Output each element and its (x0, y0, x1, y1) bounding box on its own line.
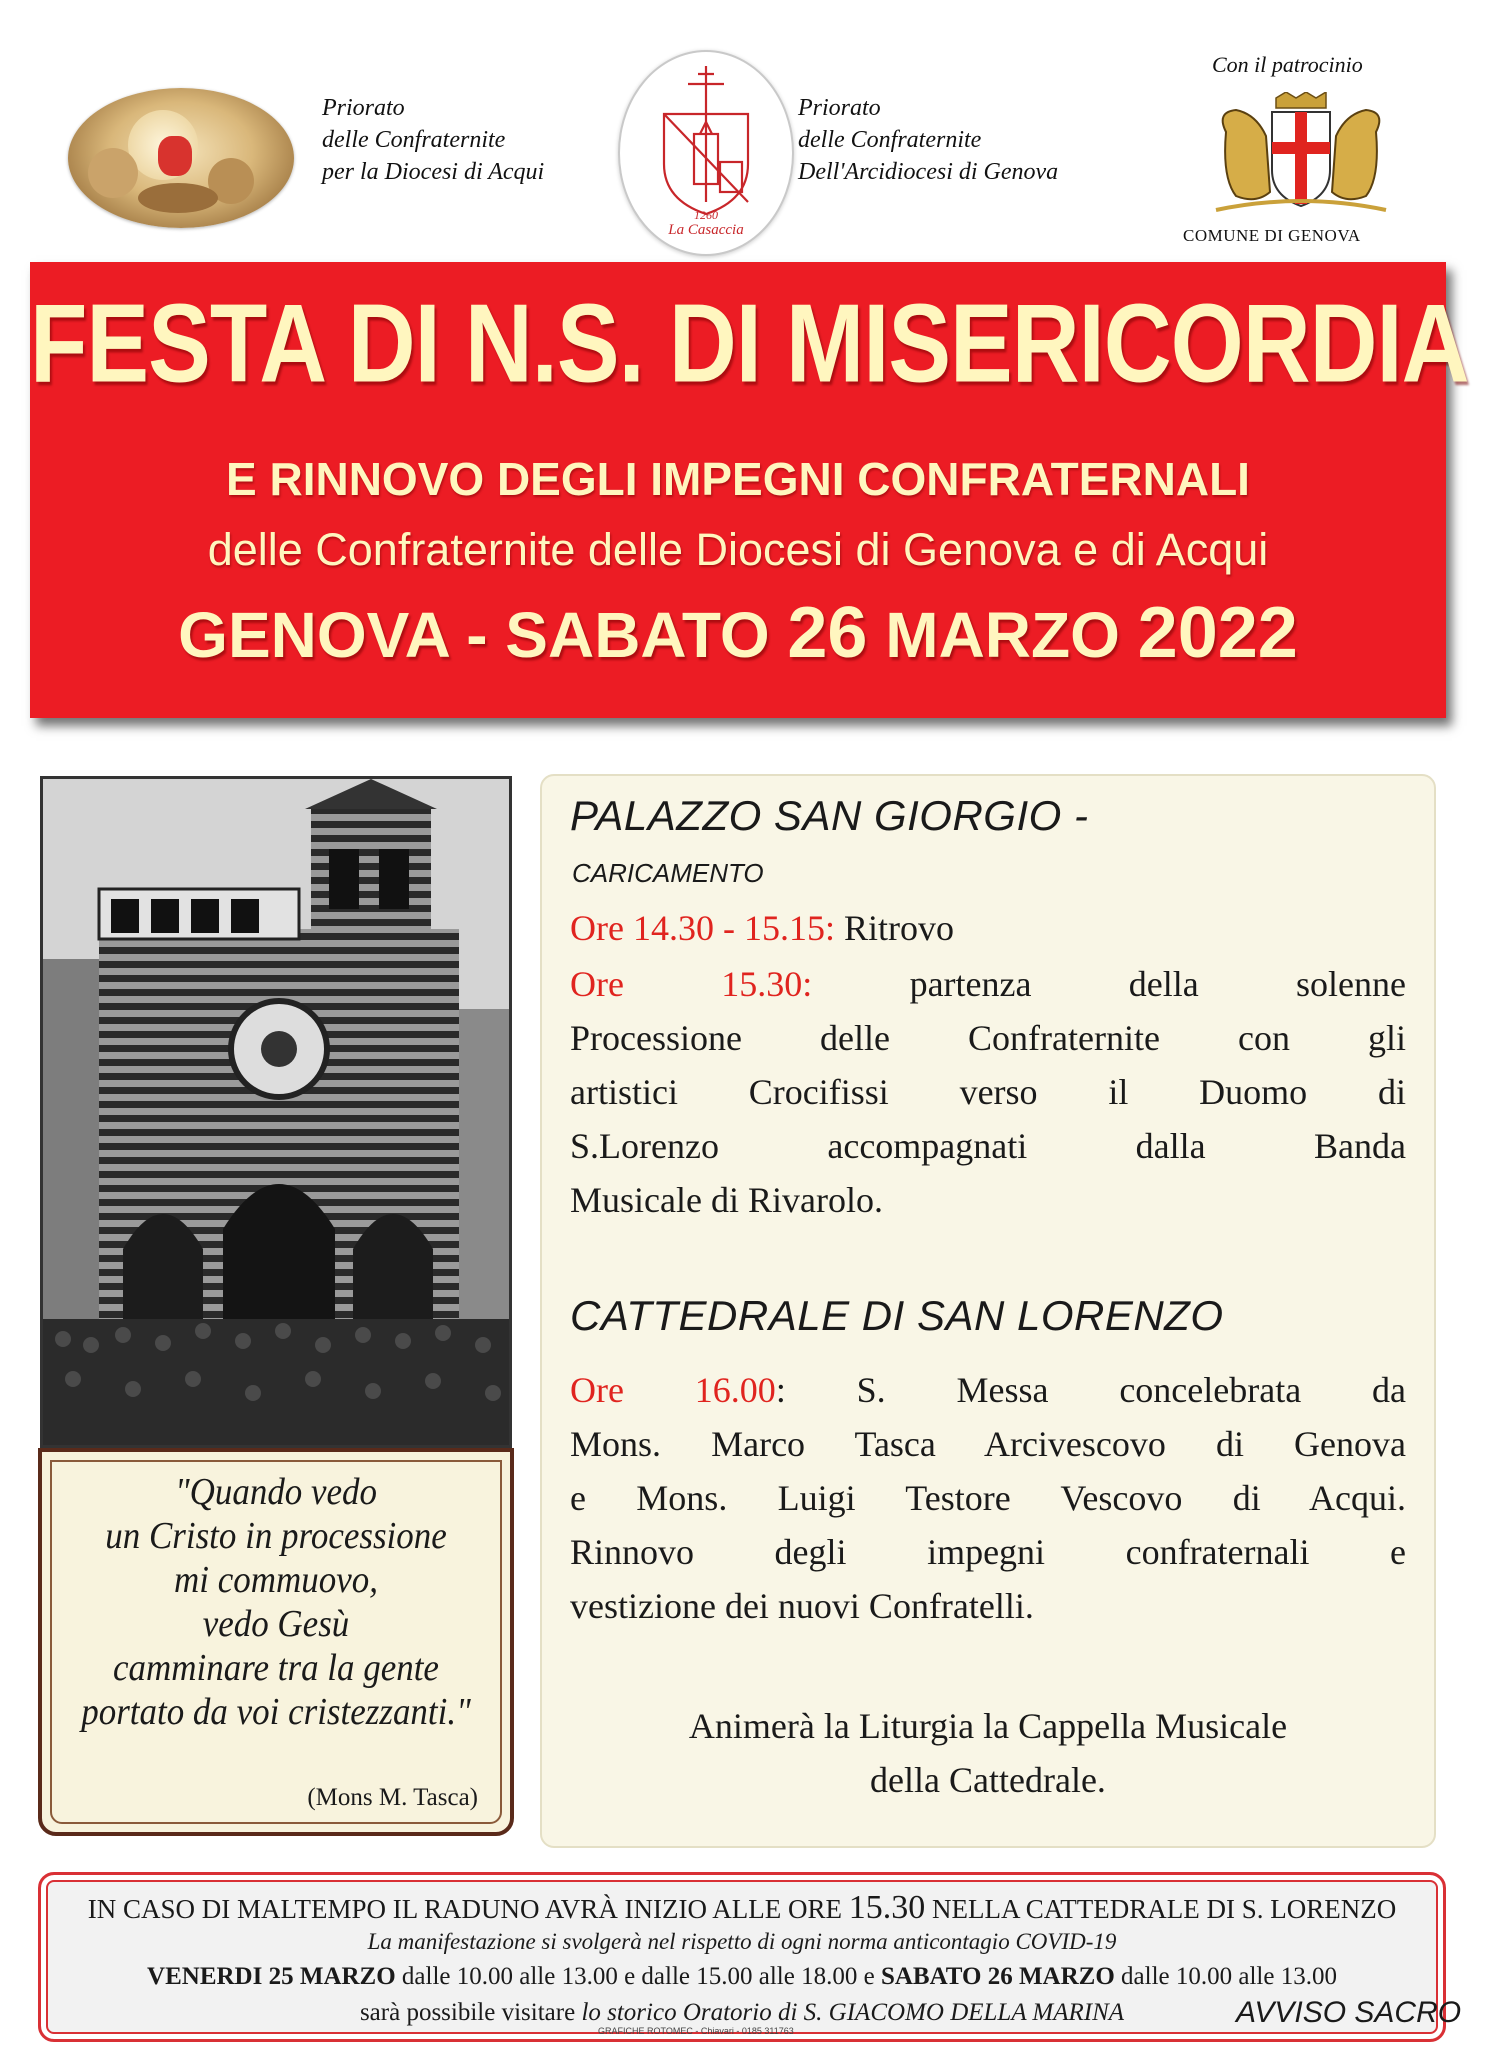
oratorio-visit: sarà possibile visitare lo storico Oratorio di S. GIACOMO DELLA MARINA (359, 1999, 1125, 2026)
event-date: GENOVA - SABATO 26 MARZO 2022 (178, 593, 1298, 673)
liturgy-note: della Cattedrale. (870, 1760, 1106, 1800)
genova-priorato-text: Priorato delle Confraternite Dell'Arcidiocesi di Genova (798, 95, 1059, 185)
quote-box (38, 1448, 514, 1836)
venue-palazzo-san-giorgio: PALAZZO SAN GIORGIO - (570, 792, 1089, 839)
genova-coat-of-arms-icon (1196, 92, 1406, 220)
schedule-line: Musicale di Rivarolo. (570, 1180, 883, 1220)
patrocinio-label: Con il patrocinio (1212, 52, 1363, 77)
schedule-ritrovo: Ore 14.30 - 15.15: Ritrovo (570, 908, 954, 948)
schedule-line: artistici Crocifissi verso il Duomo di (570, 1072, 1406, 1112)
event-subtitle: E RINNOVO DEGLI IMPEGNI CONFRATERNALI (226, 453, 1250, 505)
schedule-partenza: Ore 15.30: partenza della solenne (570, 964, 1406, 1004)
la-casaccia-logo: 1260 La Casaccia (618, 50, 794, 256)
covid-notice: La manifestazione si svolgerà nel rispetto di ogni norma anticontagio COVID-19 (367, 1929, 1117, 1954)
acqui-priorato-text: Priorato delle Confraternite per la Diocesi di Acqui (322, 95, 545, 185)
schedule-line: S.Lorenzo accompagnati dalla Banda (570, 1126, 1406, 1166)
title-banner (30, 262, 1469, 718)
event-title: FESTA DI N.S. DI MISERICORDIA (30, 281, 1469, 406)
schedule-messa: Ore 16.00: S. Messa concelebrata da (570, 1370, 1407, 1410)
oratorio-hours: VENERDI 25 MARZO dalle 10.00 alle 13.00 e dalle 15.00 alle 18.00 e SABATO 26 MARZO dalle 10.00 alle 13.00 (147, 1963, 1337, 1990)
schedule-line: Rinnovo degli impegni confraternali e (570, 1532, 1406, 1572)
schedule-line: Processione delle Confraternite con gli (570, 1018, 1406, 1058)
printer-credit: GRAFICHE ROTOMEC - Chiavari - 0185 311763 (598, 2026, 794, 2036)
venue-cattedrale: CATTEDRALE DI SAN LORENZO (570, 1292, 1224, 1339)
schedule-line: vestizione dei nuovi Confratelli. (570, 1586, 1034, 1626)
avviso-sacro: AVVISO SACRO (1236, 1996, 1462, 2029)
acqui-priorato-logo (68, 88, 294, 228)
quote-text: "Quando vedo un Cristo in processione mi commuovo, vedo Gesù camminare tra la gente portato da voi cristezzanti." (81, 1471, 471, 1733)
venue-caricamento: CARICAMENTO (572, 858, 764, 888)
cathedral-photo (40, 776, 512, 1448)
event-description: delle Confraternite delle Diocesi di Genova e di Acqui (207, 524, 1269, 575)
quote-author: (Mons M. Tasca) (307, 1784, 478, 1811)
schedule-line: e Mons. Luigi Testore Vescovo di Acqui. (570, 1478, 1406, 1518)
comune-label: COMUNE DI GENOVA (1183, 226, 1361, 245)
schedule-line: Mons. Marco Tasca Arcivescovo di Genova (570, 1424, 1406, 1464)
weather-notice-box (38, 1872, 1446, 2042)
liturgy-note: Animerà la Liturgia la Cappella Musicale (688, 1706, 1288, 1746)
weather-notice: IN CASO DI MALTEMPO IL RADUNO AVRÀ INIZIO ALLE ORE 15.30 NELLA CATTEDRALE DI S. LORENZO (87, 1889, 1397, 1926)
